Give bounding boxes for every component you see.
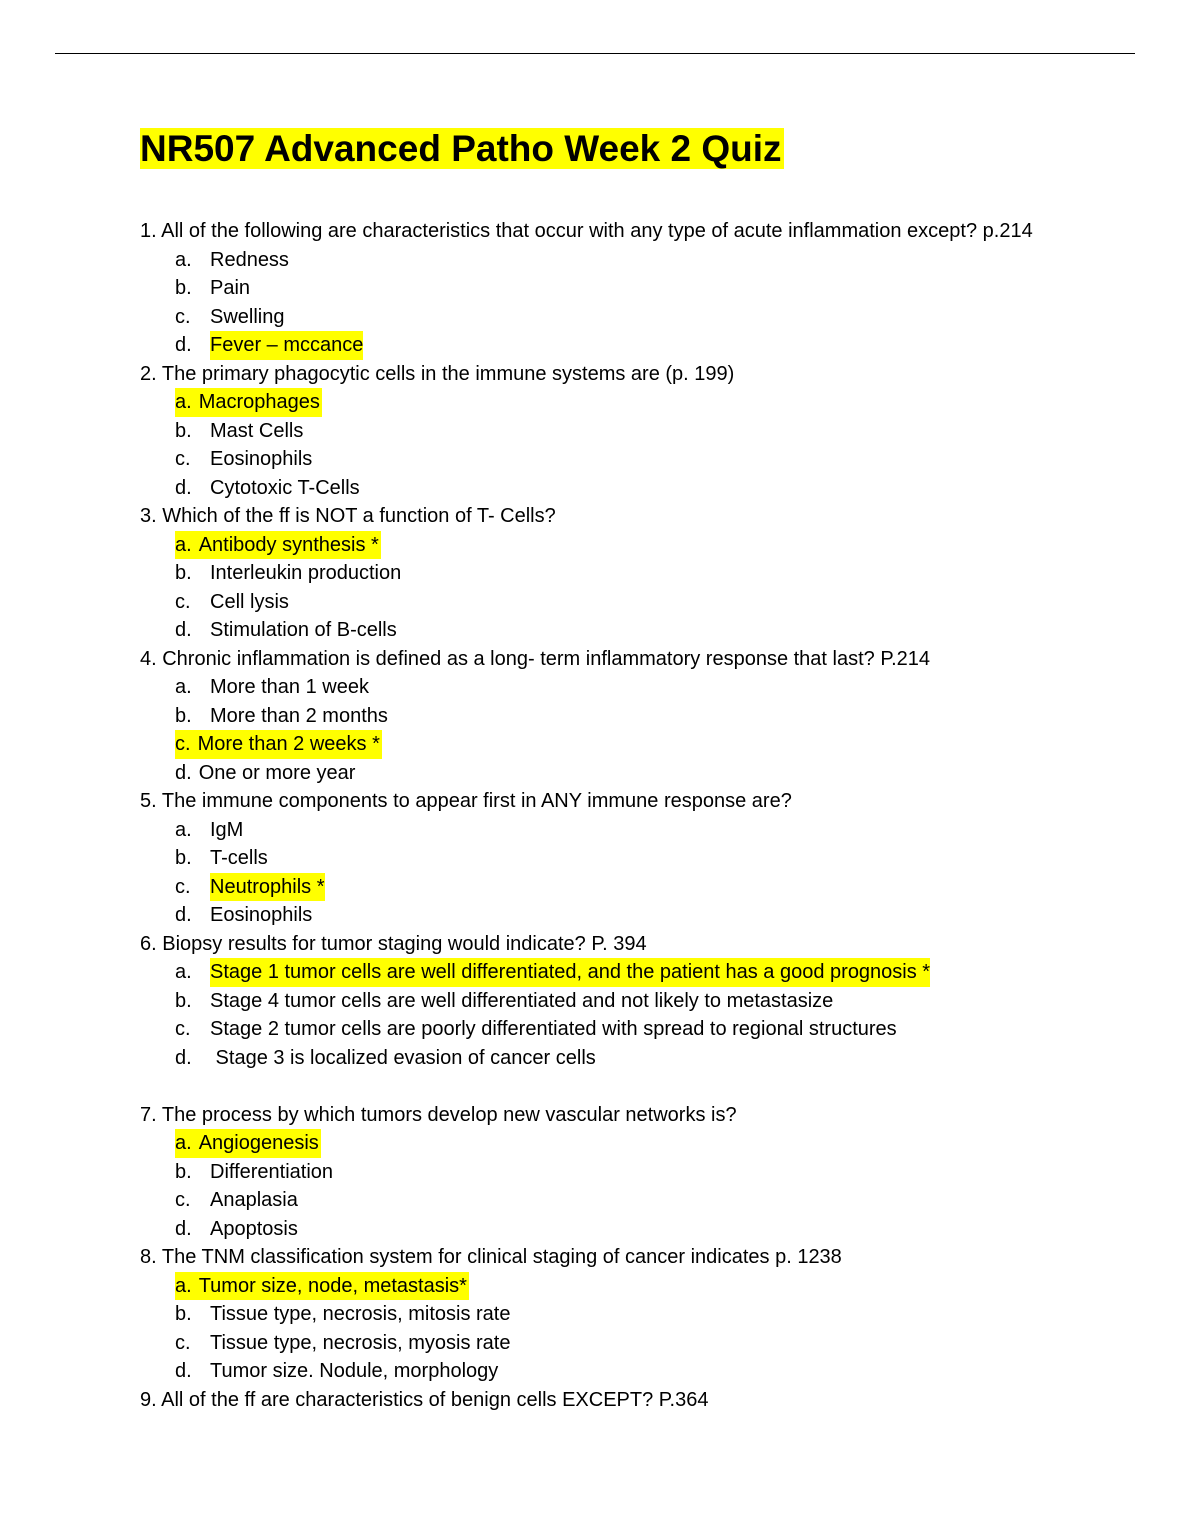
question-1-option-d: d. Fever – mccance: [140, 331, 1100, 360]
question-3: 3. Which of the ff is NOT a function of T- Cells?: [140, 505, 556, 527]
question-3-option-d: d. Stimulation of B-cells: [175, 619, 397, 641]
question-1-option-c: c. Swelling: [175, 305, 285, 328]
highlighted-answer: a. Angiogenesis: [175, 1129, 321, 1158]
question-6-option-a: a. Stage 1 tumor cells are well differentiated, and the patient has a good prognosis *: [140, 958, 1100, 987]
question-1-option-a: a. Redness: [175, 248, 289, 271]
question-6: 6. Biopsy results for tumor staging would indicate? P. 394: [140, 932, 647, 955]
question-7: 7. The process by which tumors develop new vascular networks is?: [140, 1103, 737, 1126]
question-7-option-c: c. Anaplasia: [175, 1189, 298, 1211]
question-5-option-d: d. Eosinophils: [175, 904, 313, 926]
question-4: 4. Chronic inflammation is defined as a long- term inflammatory response that last? P.214: [140, 647, 931, 670]
question-5-option-b: b. T-cells: [175, 847, 268, 869]
highlighted-answer: c. More than 2 weeks *: [175, 730, 382, 759]
question-7-option-d: d. Apoptosis: [175, 1217, 298, 1240]
highlighted-answer: Stage 1 tumor cells are well differentiated, and the patient has a good prognosis *: [210, 958, 930, 987]
highlighted-answer: Fever – mccance: [210, 331, 363, 360]
question-2: 2. The primary phagocytic cells in the immune systems are (p. 199): [140, 362, 735, 385]
question-1: 1. All of the following are characteristics that occur with any type of acute inflammation except? p.214: [140, 220, 1033, 242]
question-6-option-d: d. Stage 3 is localized evasion of cancer cells: [175, 1046, 596, 1069]
question-8-option-c: c. Tissue type, necrosis, myosis rate: [175, 1331, 511, 1354]
highlighted-answer: a. Antibody synthesis *: [175, 531, 381, 560]
question-3-option-a: [140, 531, 1100, 560]
highlighted-answer: a. Tumor size, node, metastasis*: [175, 1272, 469, 1301]
question-2-option-a: [140, 388, 1100, 417]
blank-line: [140, 1072, 1100, 1101]
question-8: 8. The TNM classification system for clinical staging of cancer indicates p. 1238: [140, 1246, 842, 1268]
question-3-option-c: c. Cell lysis: [175, 590, 289, 613]
question-1-option-b: b. Pain: [175, 277, 251, 299]
question-5-option-c: c. Neutrophils *: [140, 873, 1100, 902]
question-3-option-b: b. Interleukin production: [175, 562, 402, 584]
question-9: 9. All of the ff are characteristics of benign cells EXCEPT? P.364: [140, 1388, 709, 1411]
question-2-option-d: d. Cytotoxic T-Cells: [175, 476, 360, 499]
question-5: 5. The immune components to appear first in ANY immune response are?: [140, 790, 792, 812]
question-8-option-d: d. Tumor size. Nodule, morphology: [175, 1360, 499, 1382]
header-rule: [55, 53, 1135, 54]
question-6-option-b: b. Stage 4 tumor cells are well differentiated and not likely to metastasize: [175, 989, 834, 1012]
question-2-option-c: c. Eosinophils: [175, 448, 313, 470]
question-8-option-b: b. Tissue type, necrosis, mitosis rate: [175, 1303, 511, 1325]
question-4-option-b: b. More than 2 months: [175, 704, 388, 727]
question-8-option-a: [140, 1272, 1100, 1301]
question-2-option-b: b. Mast Cells: [175, 419, 304, 442]
question-4-option-a: a. More than 1 week: [175, 676, 369, 698]
highlighted-answer: a. Macrophages: [175, 388, 322, 417]
question-7-option-a: [140, 1129, 1100, 1158]
question-4-option-d: d. One or more year: [175, 761, 356, 784]
page-title: [140, 124, 784, 174]
question-4-option-c: [140, 730, 1100, 759]
page-title-text: NR507 Advanced Patho Week 2 Quiz: [140, 128, 782, 169]
quiz-content: [140, 217, 1100, 1414]
question-7-option-b: b. Differentiation: [175, 1160, 334, 1183]
question-5-option-a: a. IgM: [175, 818, 244, 841]
question-6-option-c: c. Stage 2 tumor cells are poorly differentiated with spread to regional structures: [175, 1018, 897, 1040]
highlighted-answer: Neutrophils *: [210, 873, 325, 902]
